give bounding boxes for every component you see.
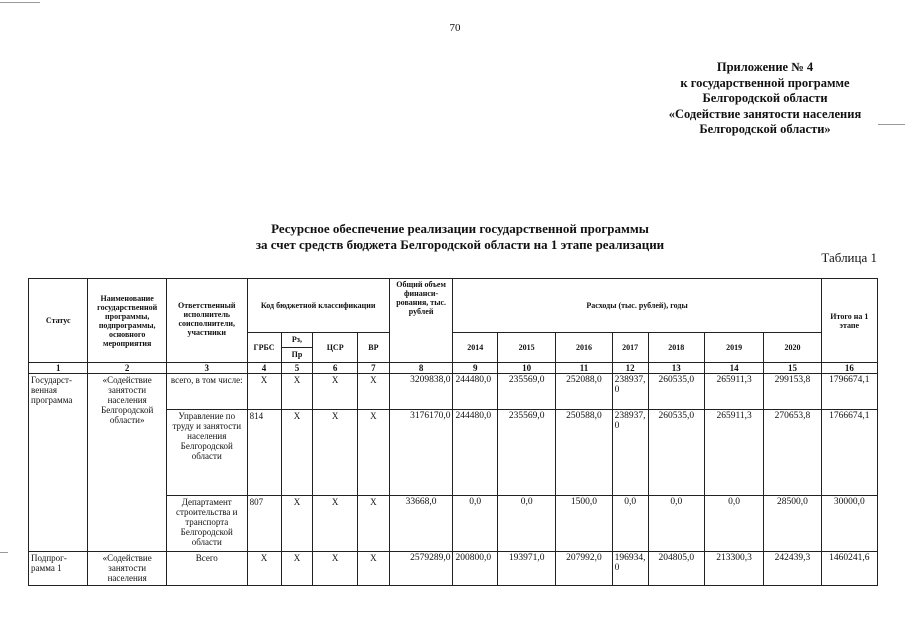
- document-title-line: Ресурсное обеспечение реализации государственной программы: [271, 221, 649, 236]
- row-year-value: 265911,3: [704, 374, 763, 410]
- row-year-value: 250588,0: [556, 410, 612, 496]
- column-number: 4: [247, 363, 281, 374]
- row-rz-pr: Х: [281, 552, 313, 586]
- column-number: 16: [821, 363, 877, 374]
- row-stage-total: 30000,0: [821, 496, 877, 552]
- row-year-value: 213300,3: [704, 552, 763, 586]
- header-total-volume: Общий объем финанси-рования, тыс. рублей: [389, 279, 453, 363]
- column-number: 1: [29, 363, 88, 374]
- row-csr: Х: [313, 374, 358, 410]
- row-executor: Всего: [166, 552, 247, 586]
- row-year-value: 0,0: [612, 496, 648, 552]
- row-name: «Содействие занятости населения Белгородской области»: [88, 374, 167, 552]
- row-year-value: 1500,0: [556, 496, 612, 552]
- row-year-value: 0,0: [453, 496, 498, 552]
- header-year: 2017: [612, 333, 648, 363]
- header-pr: Пр: [291, 350, 303, 359]
- row-year-value: 207992,0: [556, 552, 612, 586]
- row-year-value: 200800,0: [453, 552, 498, 586]
- row-status: Государст-венная программа: [29, 374, 88, 410]
- row-year-value: 244480,0: [453, 374, 498, 410]
- row-year-value: 204805,0: [648, 552, 704, 586]
- header-rz: Рз,: [282, 333, 313, 348]
- row-year-value: 196934,0: [612, 552, 648, 586]
- row-executor: Департамент строительства и транспорта Белгородской области: [166, 496, 247, 552]
- row-year-value: 252088,0: [556, 374, 612, 410]
- table-row: [29, 374, 878, 410]
- header-year: 2020: [764, 333, 821, 363]
- scan-edge-mark-left: [0, 552, 8, 553]
- row-grbs: Х: [247, 552, 281, 586]
- row-total: 3209838,0: [389, 374, 453, 410]
- column-number: 11: [556, 363, 612, 374]
- column-number: 13: [648, 363, 704, 374]
- column-number: 6: [313, 363, 358, 374]
- row-year-value: 235569,0: [498, 410, 556, 496]
- row-year-value: 260535,0: [648, 374, 704, 410]
- row-stage-total: 1766674,1: [821, 410, 877, 496]
- column-number: 9: [453, 363, 498, 374]
- appendix-line: Белгородской области»: [699, 122, 831, 136]
- row-csr: Х: [313, 410, 358, 496]
- row-executor: Управление по труду и занятости населения Белгородской области: [166, 410, 247, 496]
- row-year-value: 244480,0: [453, 410, 498, 496]
- table-label: Таблица 1: [821, 250, 877, 265]
- row-year-value: 238937,0: [612, 410, 648, 496]
- row-stage-total: 1460241,6: [821, 552, 877, 586]
- appendix-line: к государственной программе: [680, 75, 850, 90]
- row-year-value: 193971,0: [498, 552, 556, 586]
- appendix-line: «Содействие занятости населения: [668, 106, 862, 121]
- row-total: 3176170,0: [389, 410, 453, 496]
- row-year-value: 28500,0: [764, 496, 821, 552]
- header-year: 2015: [498, 333, 556, 363]
- header-executor: Ответственный исполнитель соисполнители, участники: [166, 279, 247, 363]
- column-number: 5: [281, 363, 313, 374]
- header-stage-total: Итого на 1 этапе: [821, 279, 877, 363]
- row-year-value: 238937,0: [612, 374, 648, 410]
- row-vr: Х: [357, 410, 389, 496]
- row-vr: Х: [357, 496, 389, 552]
- column-number: 10: [498, 363, 556, 374]
- header-grbs: ГРБС: [247, 333, 281, 363]
- row-year-value: 265911,3: [704, 410, 763, 496]
- column-number: 12: [612, 363, 648, 374]
- row-year-value: 299153,8: [764, 374, 821, 410]
- header-rz-pr: [281, 333, 313, 363]
- header-expenses: Расходы (тыс. рублей), годы: [453, 279, 821, 333]
- column-number: 14: [704, 363, 763, 374]
- header-name: Наименование государственной программы, подпрограммы, основного мероприятия: [88, 279, 167, 363]
- appendix-header: [600, 60, 905, 138]
- row-status: Подпрог-рамма 1: [29, 552, 88, 586]
- column-number: 15: [764, 363, 821, 374]
- row-grbs: Х: [247, 374, 281, 410]
- resource-table: [28, 278, 878, 586]
- scan-edge-mark-top: [0, 2, 40, 3]
- row-grbs: 814: [247, 410, 281, 496]
- row-year-value: 0,0: [648, 496, 704, 552]
- row-total: 2579289,0: [389, 552, 453, 586]
- document-title: [180, 221, 740, 253]
- appendix-line: Приложение № 4: [716, 60, 814, 74]
- row-rz-pr: Х: [281, 374, 313, 410]
- row-stage-total: 1796674,1: [821, 374, 877, 410]
- document-title-line: за счет средств бюджета Белгородской области на 1 этапе реализации: [255, 237, 665, 252]
- row-total: 33668,0: [389, 496, 453, 552]
- row-year-value: 260535,0: [648, 410, 704, 496]
- row-vr: Х: [357, 374, 389, 410]
- column-number: 7: [357, 363, 389, 374]
- header-status: Статус: [29, 279, 88, 363]
- column-number: 3: [166, 363, 247, 374]
- row-csr: Х: [313, 552, 358, 586]
- row-vr: Х: [357, 552, 389, 586]
- row-csr: Х: [313, 496, 358, 552]
- header-year: 2014: [453, 333, 498, 363]
- row-name: «Содействие занятости населения: [88, 552, 167, 586]
- row-grbs: 807: [247, 496, 281, 552]
- row-year-value: 235569,0: [498, 374, 556, 410]
- header-budget-code: Код бюджетной классификации: [247, 279, 389, 333]
- row-status-empty: [29, 410, 88, 496]
- row-year-value: 270653,8: [764, 410, 821, 496]
- page-number: 70: [449, 22, 461, 34]
- header-year: 2016: [556, 333, 612, 363]
- column-number: 2: [88, 363, 167, 374]
- row-rz-pr: Х: [281, 410, 313, 496]
- row-year-value: 0,0: [704, 496, 763, 552]
- header-year: 2019: [704, 333, 763, 363]
- column-number: 8: [389, 363, 453, 374]
- table-row: [29, 552, 878, 586]
- row-year-value: 242439,3: [764, 552, 821, 586]
- header-vr: ВР: [357, 333, 389, 363]
- appendix-line: Белгородской области: [702, 91, 828, 105]
- header-year: 2018: [648, 333, 704, 363]
- row-executor: всего, в том числе:: [166, 374, 247, 410]
- row-status-empty: [29, 496, 88, 552]
- row-rz-pr: Х: [281, 496, 313, 552]
- header-csr: ЦСР: [313, 333, 358, 363]
- row-year-value: 0,0: [498, 496, 556, 552]
